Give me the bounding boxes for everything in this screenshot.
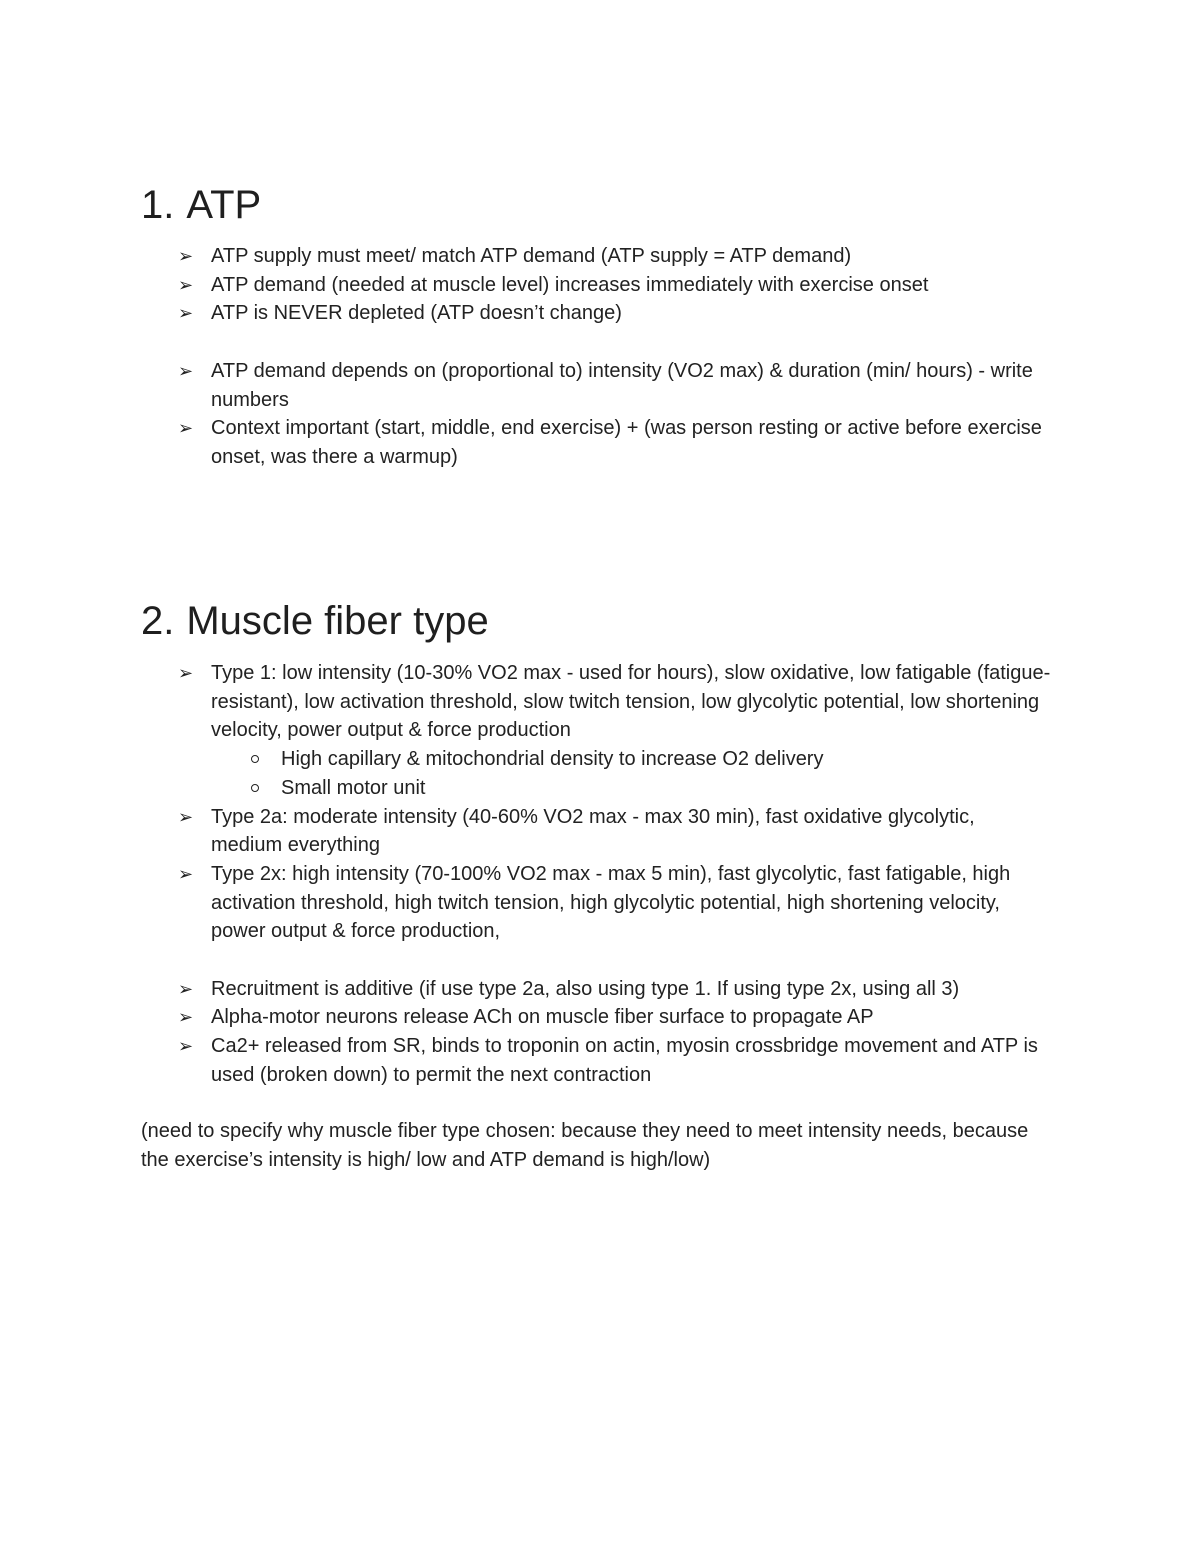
list-item-text: Recruitment is additive (if use type 2a, also using type 1. If using type 2x, using all 3) xyxy=(211,977,960,1000)
list-item xyxy=(0,1032,1051,1089)
sub-list-item-text: High capillary & mitochondrial density to increase O2 delivery xyxy=(281,748,824,771)
list-item-text: Context important (start, middle, end exercise) + (was person resting or active before exercise onset, was there a warmup) xyxy=(211,417,1042,468)
section-heading-atp xyxy=(141,181,261,229)
list-item xyxy=(0,1003,1051,1032)
arrow-bullet-icon: ➢ xyxy=(178,663,194,683)
list-item xyxy=(0,357,1051,414)
arrow-bullet-icon: ➢ xyxy=(178,1007,194,1028)
list-item xyxy=(0,299,1051,328)
list-item xyxy=(0,803,1051,860)
circle-bullet-icon xyxy=(251,755,259,763)
list-item-text: ATP supply must meet/ match ATP demand (ATP supply = ATP demand) xyxy=(211,245,852,267)
section-title: ATP xyxy=(186,183,262,227)
section-heading-muscle-fiber-type xyxy=(141,597,489,645)
arrow-bullet-icon: ➢ xyxy=(178,978,194,999)
list-item xyxy=(0,975,1051,1004)
list-item-text: Type 2x: high intensity (70-100% VO2 max - max 5 min), fast glycolytic, fast fatigable, high activation threshold, high twitch tension, high glycolytic potential, high shortening velocity, power output & force production, xyxy=(211,862,1011,943)
arrow-bullet-icon: ➢ xyxy=(178,806,194,827)
list-item-text: ATP demand depends on (proportional to) intensity (VO2 max) & duration (min/ hours) - write numbers xyxy=(211,359,1033,411)
arrow-bullet-icon: ➢ xyxy=(178,246,194,266)
arrow-bullet-icon: ➢ xyxy=(178,360,194,381)
closing-note: (need to specify why muscle fiber type chosen: because they need to meet intensity needs, because the exercise’s intensity is high/ low and ATP demand is high/low) xyxy=(141,1120,1029,1171)
sub-bullet-list xyxy=(211,745,1051,802)
arrow-bullet-icon: ➢ xyxy=(178,274,194,295)
list-item-text: Type 1: low intensity (10-30% VO2 max - used for hours), slow oxidative, low fatigable (fatigue-resistant), low activation threshold, slow twitch tension, low glycolytic potential, low shortening velocity, power output & force production xyxy=(211,662,1051,742)
sub-list-item xyxy=(211,774,1051,803)
section-number: 2. xyxy=(141,599,175,643)
muscle-fiber-bullet-list xyxy=(0,659,1051,1090)
list-item xyxy=(0,860,1051,946)
arrow-bullet-icon: ➢ xyxy=(178,863,194,884)
sub-list-item-text: Small motor unit xyxy=(281,776,426,799)
list-item xyxy=(0,414,1051,471)
list-item xyxy=(0,271,1051,300)
list-item-text: Alpha-motor neurons release ACh on muscle fiber surface to propagate AP xyxy=(211,1006,874,1029)
atp-bullet-list xyxy=(0,242,1051,472)
list-item xyxy=(0,242,1051,271)
list-item xyxy=(0,659,1051,803)
arrow-bullet-icon: ➢ xyxy=(178,1036,194,1057)
arrow-bullet-icon: ➢ xyxy=(178,303,194,324)
sub-list-item xyxy=(211,745,1051,774)
list-item-text: ATP is NEVER depleted (ATP doesn’t change) xyxy=(211,302,622,325)
section-number: 1. xyxy=(141,183,175,227)
list-item-text: Ca2+ released from SR, binds to troponin on actin, myosin crossbridge movement and ATP is used (broken down) to permit the next contraction xyxy=(211,1035,1038,1086)
arrow-bullet-icon: ➢ xyxy=(178,418,194,439)
list-item-text: Type 2a: moderate intensity (40-60% VO2 max - max 30 min), fast oxidative glycolytic, medium everything xyxy=(211,805,975,857)
circle-bullet-icon xyxy=(251,784,259,792)
section-title: Muscle fiber type xyxy=(186,599,489,643)
list-item-text: ATP demand (needed at muscle level) increases immediately with exercise onset xyxy=(211,273,929,296)
